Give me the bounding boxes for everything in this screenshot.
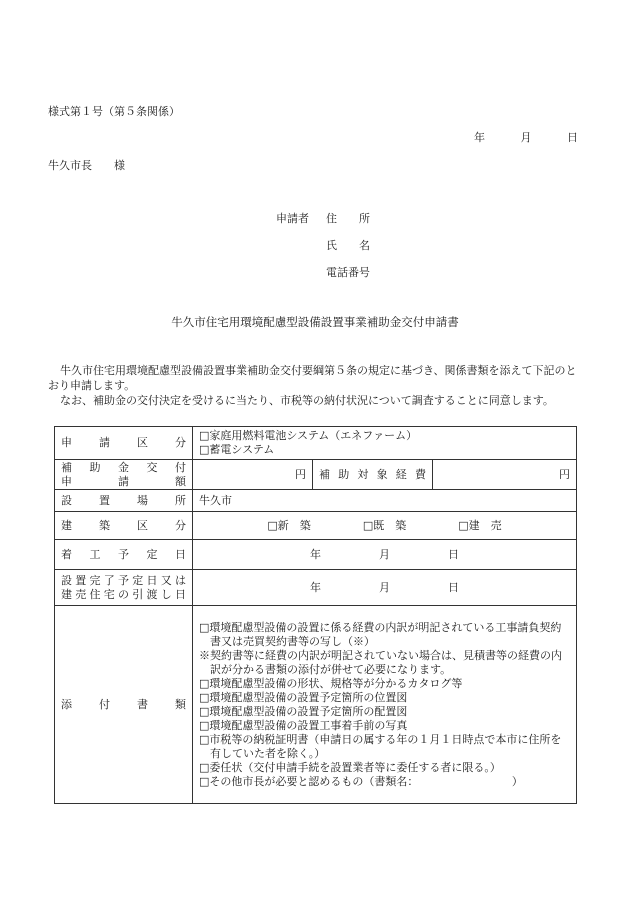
attachments-label: 添付書類 [55,606,193,804]
location-label: 設置場所 [55,490,193,512]
attachment-other[interactable]: □その他市長が必要と認めるもの（書類名： ） [199,774,523,788]
app-category-label: 申請区分 [55,427,193,460]
attachment-location-map[interactable]: □環境配慮型設備の設置予定箇所の位置図 [199,690,408,704]
battery-checkbox[interactable]: □蓄電システム [199,443,275,456]
subsidy-label-1: 補助金交付 [61,460,186,474]
building-cell [193,512,577,540]
body-paragraph-2: なお、補助金の交付決定を受けるに当たり、市税等の納付状況について調査することに同意します。 [60,394,554,407]
applicant-block [276,210,386,291]
target-cost-label: 補助対象経費 [313,460,433,490]
attachment-layout-plan[interactable]: □環境配慮型設備の設置予定箇所の配置図 [199,704,408,718]
completion-year: 年 [310,580,322,594]
phone-label: 電話番号 [326,266,370,279]
document-title: 牛久市住宅用環境配慮型設備設置事業補助金交付申請書 [171,315,459,329]
fuel-cell-checkbox[interactable]: □家庭用燃料電池システム（エネファーム） [199,429,418,442]
ready-built-checkbox[interactable]: □建 売 [458,518,502,532]
date-year: 年 [474,131,485,144]
start-date-label: 着工予定日 [55,540,193,570]
app-category-cell [193,427,577,460]
completion-day: 日 [448,580,460,594]
name-label: 氏 名 [326,239,370,252]
start-year: 年 [310,547,322,561]
table-row [55,570,577,606]
address-label: 住 所 [326,212,370,225]
subsidy-label-cell [55,460,193,490]
target-cost-field[interactable]: 円 [433,460,577,490]
existing-build-checkbox[interactable]: □既 築 [362,518,407,532]
applicant-role: 申請者 [276,212,309,225]
new-build-checkbox[interactable]: □新 築 [267,518,311,532]
form-number: 様式第１号（第５条関係） [48,105,180,118]
start-month: 月 [379,547,391,561]
attachment-tax-certificate[interactable]: □市税等の納税証明書（申請日の属する年の１月１日時点で本市に住所を有していた者を除く。） [199,732,562,760]
attachment-catalog[interactable]: □環境配慮型設備の形状、規格等が分かるカタログ等 [199,676,463,690]
table-row [55,490,577,512]
table-row [55,540,577,570]
table-row [55,427,577,460]
attachments-cell [193,606,577,804]
attachment-note: ※契約書等に経費の内訳が明記されていない場合は、見積書等の経費の内訳が分かる書類の添付が併せて必要になります。 [199,648,562,676]
attachment-power-of-attorney[interactable]: □委任状（交付申請手続を設置業者等に委任する者に限る。） [199,760,501,774]
completion-label-2: 建売住宅の引渡し日 [61,587,186,601]
attachment-contract[interactable]: □環境配慮型設備の設置に係る経費の内訳が明記されている工事請負契約書又は売買契約書等の写し（※） [199,620,562,648]
date-month: 月 [520,131,532,144]
completion-label-cell [55,570,193,606]
date-line [474,129,578,145]
building-label: 建築区分 [55,512,193,540]
table-row [55,460,577,490]
location-field[interactable]: 牛久市 [193,490,577,512]
subsidy-amount-field[interactable]: 円 [193,460,313,490]
table-row [55,512,577,540]
attachment-photo[interactable]: □環境配慮型設備の設置工事着手前の写真 [199,718,408,732]
body-paragraph-1: 牛久市住宅用環境配慮型設備設置事業補助金交付要綱第５条の規定に基づき、関係書類を添えて下記のとおり申請します。 [48,364,577,392]
completion-label-1: 設置完了予定日又は [61,573,186,587]
date-day: 日 [567,131,578,144]
start-date-field[interactable] [193,540,577,570]
start-day: 日 [448,547,460,561]
completion-month: 月 [379,580,391,594]
addressee: 牛久市長 様 [48,159,125,172]
subsidy-label-2: 申請額 [61,474,186,488]
application-table [54,426,577,804]
body-text [48,363,580,408]
completion-date-field[interactable] [193,570,577,606]
table-row [55,606,577,804]
